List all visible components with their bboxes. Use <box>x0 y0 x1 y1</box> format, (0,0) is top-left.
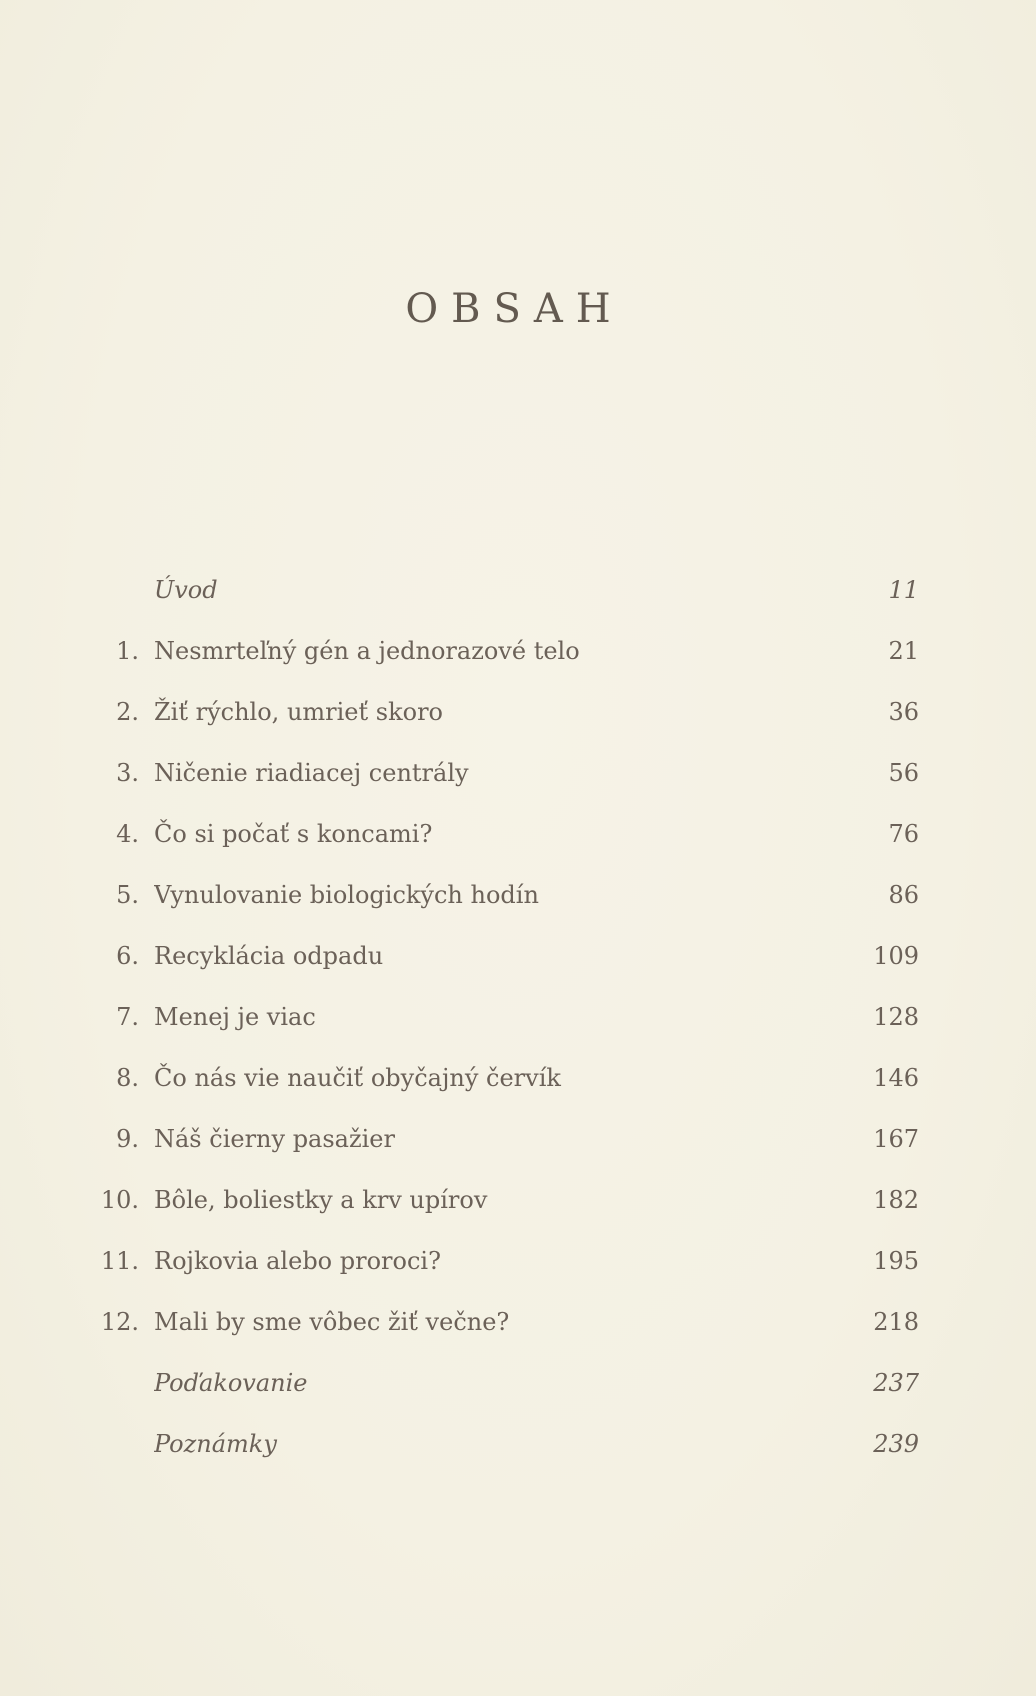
entry-title: Mali by sme vôbec žiť večne? <box>154 1308 510 1336</box>
toc-entry <box>97 804 919 865</box>
toc-entry <box>97 865 919 926</box>
entry-number: 10. <box>100 1186 139 1214</box>
toc-entry <box>97 682 919 743</box>
entry-page: 239 <box>873 1430 919 1458</box>
toc-entry <box>97 743 919 804</box>
entry-number: 2. <box>116 698 139 726</box>
toc-entry <box>97 1170 919 1231</box>
toc-list <box>97 560 919 1475</box>
entry-page: 21 <box>888 637 919 665</box>
entry-title: Nesmrteľný gén a jednorazové telo <box>154 637 580 665</box>
toc-entry <box>97 1353 919 1414</box>
entry-title: Recyklácia odpadu <box>154 942 384 970</box>
entry-page: 237 <box>873 1369 919 1397</box>
toc-entry <box>97 926 919 987</box>
entry-number: 12. <box>100 1308 139 1336</box>
entry-title: Žiť rýchlo, umrieť skoro <box>154 698 444 726</box>
entry-title: Čo nás vie naučiť obyčajný červík <box>154 1064 561 1092</box>
toc-entry <box>97 1292 919 1353</box>
entry-page: 128 <box>873 1003 919 1031</box>
entry-title: Náš čierny pasažier <box>154 1125 395 1153</box>
toc-entry <box>97 1048 919 1109</box>
entry-number: 7. <box>116 1003 139 1031</box>
entry-page: 76 <box>888 820 919 848</box>
entry-page: 146 <box>873 1064 919 1092</box>
entry-page: 109 <box>873 942 919 970</box>
page-title: OBSAH <box>405 286 624 332</box>
entry-title: Bôle, boliestky a krv upírov <box>154 1186 488 1214</box>
entry-number: 5. <box>116 881 139 909</box>
toc-entry <box>97 1231 919 1292</box>
entry-number: 9. <box>116 1125 139 1153</box>
entry-title: Rojkovia alebo proroci? <box>154 1247 441 1275</box>
entry-title: Úvod <box>154 576 218 604</box>
entry-page: 56 <box>888 759 919 787</box>
entry-page: 218 <box>873 1308 919 1336</box>
entry-title: Poďakovanie <box>154 1369 308 1397</box>
toc-entry <box>97 1109 919 1170</box>
entry-number: 6. <box>116 942 139 970</box>
entry-page: 167 <box>873 1125 919 1153</box>
toc-entry <box>97 987 919 1048</box>
entry-page: 11 <box>888 576 919 604</box>
toc-entry <box>97 621 919 682</box>
entry-page: 182 <box>873 1186 919 1214</box>
entry-page: 195 <box>873 1247 919 1275</box>
entry-page: 36 <box>888 698 919 726</box>
toc-entry <box>97 1414 919 1475</box>
entry-page: 86 <box>888 881 919 909</box>
entry-title: Menej je viac <box>154 1003 316 1031</box>
entry-title: Čo si počať s koncami? <box>154 820 433 848</box>
entry-number: 4. <box>116 820 139 848</box>
entry-number: 3. <box>116 759 139 787</box>
entry-title: Ničenie riadiacej centrály <box>154 759 469 787</box>
entry-title: Vynulovanie biologických hodín <box>154 881 539 909</box>
entry-number: 8. <box>116 1064 139 1092</box>
entry-number: 1. <box>116 637 139 665</box>
entry-number: 11. <box>100 1247 139 1275</box>
toc-entry <box>97 560 919 621</box>
entry-title: Poznámky <box>154 1430 277 1458</box>
